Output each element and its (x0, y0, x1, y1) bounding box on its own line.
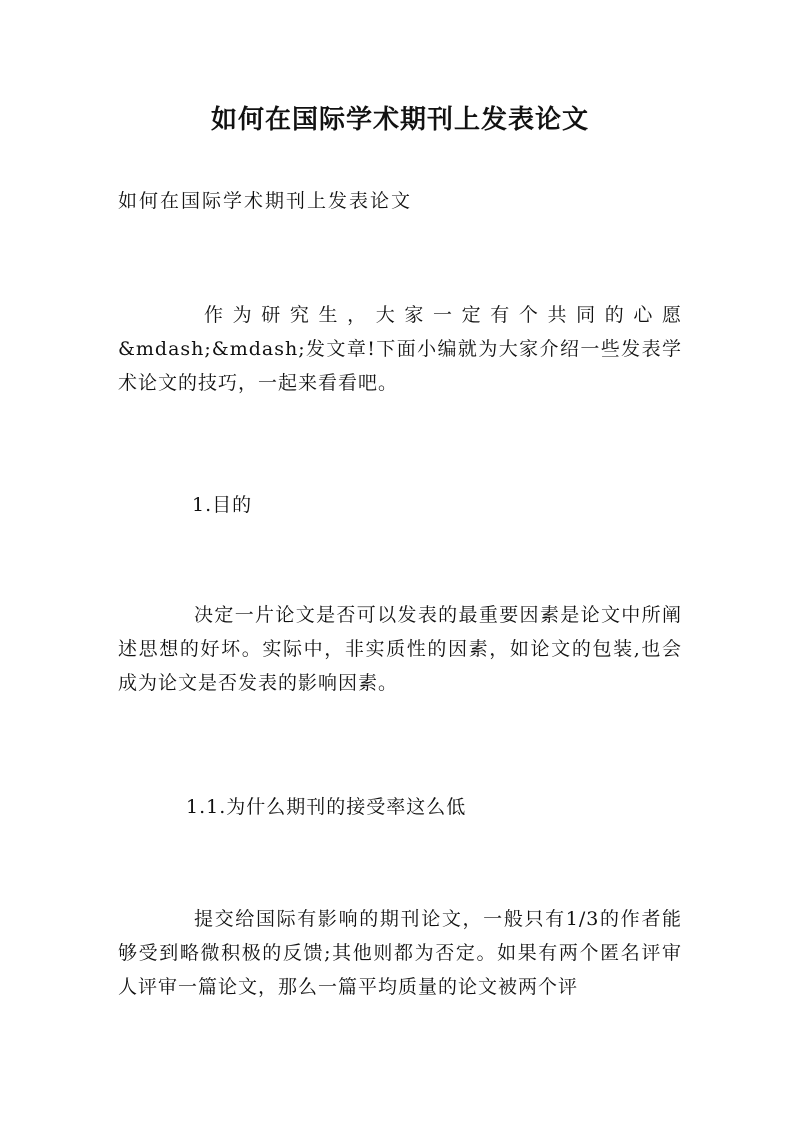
intro-paragraph: 作为研究生，大家一定有个共同的心愿&mdash;&mdash;发文章!下面小编就为大家介绍一些发表学术论文的技巧，一起来看看吧。 (118, 304, 682, 394)
section-heading-purpose: 1.目的 (192, 494, 253, 516)
section-paragraph-purpose: 决定一片论文是否可以发表的最重要因素是论文中所阐述思想的好坏。实际中，非实质性的因素，如论文的包装,也会成为论文是否发表的影响因素。 (118, 604, 682, 694)
section-heading-acceptance-rate: 1.1.为什么期刊的接受率这么低 (186, 796, 467, 818)
section-paragraph-acceptance-rate: 提交给国际有影响的期刊论文，一般只有1/3的作者能够受到略微积极的反馈;其他则都为否定。如果有两个匿名评审人评审一篇论文，那么一篇平均质量的论文被两个评 (118, 908, 682, 998)
document-subtitle: 如何在国际学术期刊上发表论文 (118, 190, 413, 212)
document-title: 如何在国际学术期刊上发表论文 (210, 105, 589, 135)
